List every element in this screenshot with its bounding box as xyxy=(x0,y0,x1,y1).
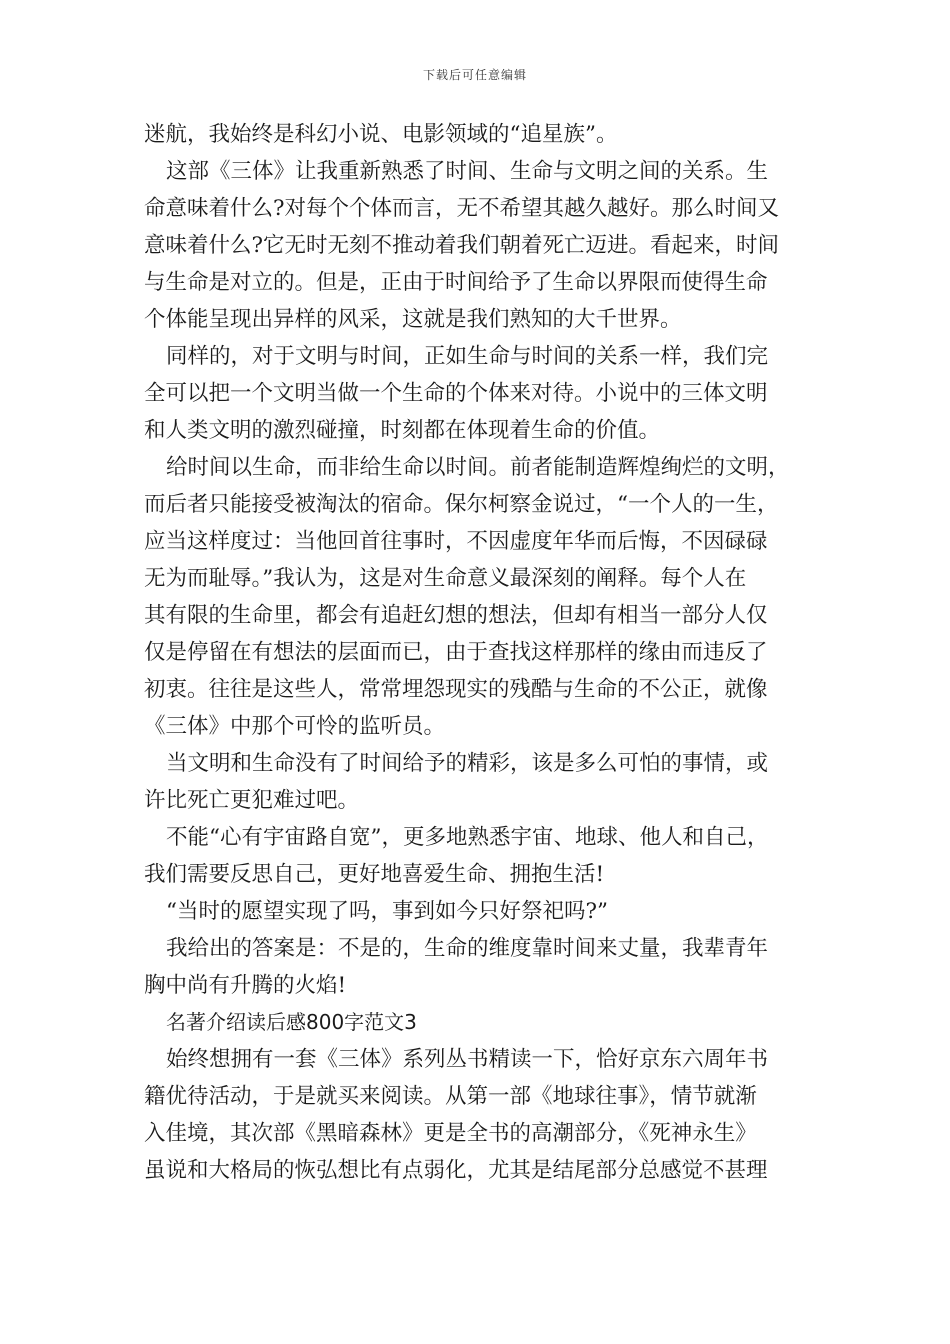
text-line: 初衷。往往是这些人，常常埋怨现实的残酷与生命的不公正，就像 xyxy=(144,677,768,702)
text-line: 而后者只能接受被淘汰的宿命。保尔柯察金说过，“一个人的一生， xyxy=(144,492,779,517)
text-line: 迷航，我始终是科幻小说、电影领域的“追星族”。 xyxy=(144,122,618,147)
text-line: 无为而耻辱。”我认为，这是对生命意义最深刻的阐释。每个人在 xyxy=(144,566,747,591)
text-line: 与生命是对立的。但是，正由于时间给予了生命以界限而使得生命 xyxy=(144,270,768,295)
text-line: 给时间以生命，而非给生命以时间。前者能制造辉煌绚烂的文明， xyxy=(166,455,790,480)
text-line: 我给出的答案是：不是的，生命的维度靠时间来丈量，我辈青年 xyxy=(166,936,769,961)
text-line: 命意味着什么?对每个个体而言，无不希望其越久越好。那么时间又 xyxy=(144,196,780,221)
document-body xyxy=(144,116,816,1189)
text-line: 当文明和生命没有了时间给予的精彩，该是多么可怕的事情，或 xyxy=(166,751,769,776)
text-line: 入佳境，其次部《黑暗森林》更是全书的高潮部分，《死神永生》 xyxy=(144,1121,757,1146)
text-line: 同样的，对于文明与时间，正如生命与时间的关系一样，我们完 xyxy=(166,344,769,369)
text-line: 应当这样度过：当他回首往事时，不因虚度年华而后悔，不因碌碌 xyxy=(144,529,768,554)
text-line: 全可以把一个文明当做一个生命的个体来对待。小说中的三体文明 xyxy=(144,381,768,406)
text-line: 籍优待活动，于是就买来阅读。从第一部《地球往事》，情节就渐 xyxy=(144,1084,757,1109)
text-line: 许比死亡更犯难过吧。 xyxy=(144,788,360,813)
page-header: 下载后可任意编辑 xyxy=(422,68,527,82)
text-line: 《三体》中那个可怜的监听员。 xyxy=(144,714,446,739)
section-heading: 名著介绍读后感800字范文3 xyxy=(166,1010,417,1034)
text-line: 虽说和大格局的恢弘想比有点弱化，尤其是结尾部分总感觉不甚理 xyxy=(144,1158,768,1183)
text-line: 始终想拥有一套《三体》系列丛书精读一下，恰好京东六周年书 xyxy=(166,1047,769,1072)
text-line: 仅是停留在有想法的层面而已，由于查找这样那样的缘由而违反了 xyxy=(144,640,768,665)
text-line: 这部《三体》让我重新熟悉了时间、生命与文明之间的关系。生 xyxy=(166,159,769,184)
text-line: 我们需要反思自己，更好地喜爱生命、拥抱生活! xyxy=(144,862,605,887)
text-line: 意味着什么?它无时无刻不推动着我们朝着死亡迈进。看起来，时间 xyxy=(144,233,780,258)
text-line: 不能“心有宇宙路自宽”，更多地熟悉宇宙、地球、他人和自己， xyxy=(166,825,769,850)
text-line: “当时的愿望实现了吗，事到如今只好祭祀吗?” xyxy=(166,899,609,924)
text-line: 胸中尚有升腾的火焰! xyxy=(144,973,347,998)
text-line: 其有限的生命里，都会有追赶幻想的想法，但却有相当一部分人仅 xyxy=(144,603,768,628)
text-line: 和人类文明的激烈碰撞，时刻都在体现着生命的价值。 xyxy=(144,418,661,443)
text-line: 个体能呈现出异样的风采，这就是我们熟知的大千世界。 xyxy=(144,307,682,332)
